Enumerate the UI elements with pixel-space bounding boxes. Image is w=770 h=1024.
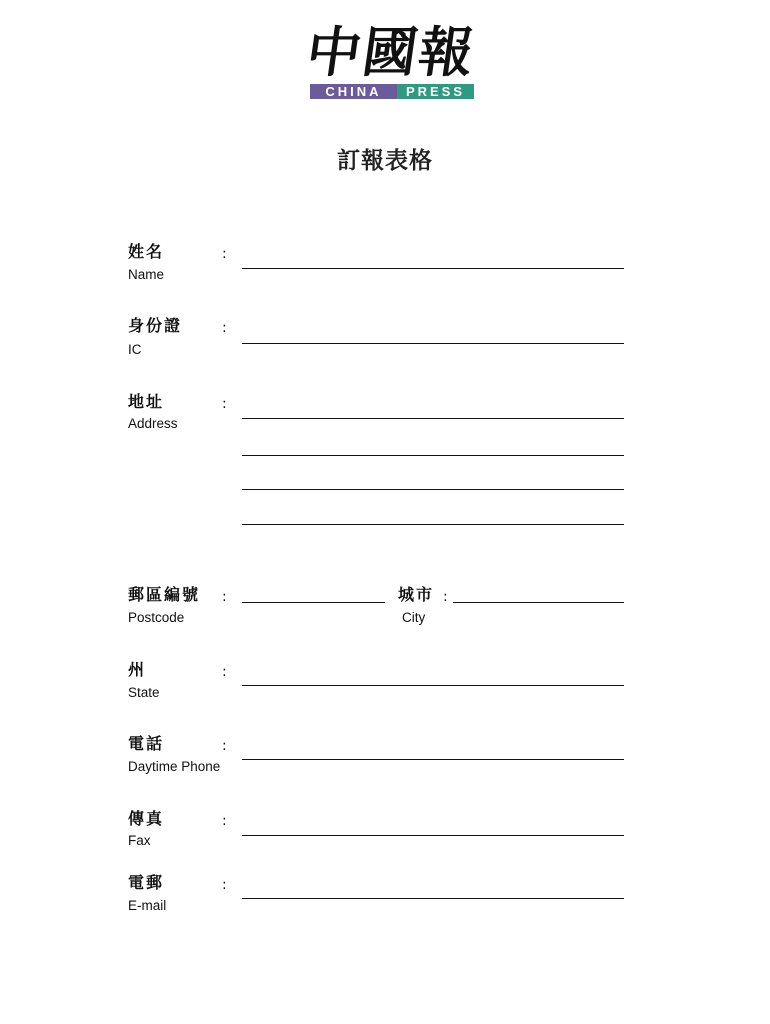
fax-colon: : [222, 813, 227, 829]
fax-label-cn: 傳真 [128, 809, 165, 828]
fax-label-en: Fax [128, 833, 151, 848]
logo-banner [310, 84, 474, 99]
logo-china-text: CHINA [310, 84, 397, 99]
email-label-en: E-mail [128, 898, 167, 913]
city-input-line[interactable] [453, 602, 624, 603]
postcode-label-en: Postcode [128, 610, 185, 625]
form-title: 訂報表格 [337, 148, 433, 174]
state-label-cn: 州 [128, 660, 147, 679]
address-input-line-1[interactable] [242, 418, 624, 419]
logo-press-text: PRESS [397, 84, 474, 99]
postcode-colon: : [222, 589, 227, 605]
phone-colon: : [222, 738, 227, 754]
address-input-line-4[interactable] [242, 524, 624, 525]
ic-colon: : [222, 320, 227, 336]
ic-label-en: IC [128, 342, 142, 357]
email-input-line[interactable] [242, 898, 624, 899]
postcode-label-cn: 郵區編號 [128, 585, 201, 604]
address-label-en: Address [128, 416, 178, 431]
state-input-line[interactable] [242, 685, 624, 686]
name-label-cn: 姓名 [128, 242, 165, 261]
phone-label-cn: 電話 [128, 734, 165, 753]
postcode-input-line[interactable] [242, 602, 385, 603]
address-label-cn: 地址 [128, 392, 165, 411]
email-colon: : [222, 877, 227, 893]
city-colon: : [443, 589, 448, 605]
city-label-en: City [402, 610, 426, 625]
city-label-cn: 城市 [398, 585, 435, 604]
ic-input-line[interactable] [242, 343, 624, 344]
phone-label-en: Daytime Phone [128, 759, 221, 774]
address-input-line-2[interactable] [242, 455, 624, 456]
name-colon: : [222, 246, 227, 262]
state-colon: : [222, 664, 227, 680]
logo-chinese-title: 中國報 [302, 20, 480, 84]
address-input-line-3[interactable] [242, 489, 624, 490]
name-input-line[interactable] [242, 268, 624, 269]
fax-input-line[interactable] [242, 835, 624, 836]
address-colon: : [222, 396, 227, 412]
ic-label-cn: 身份證 [128, 316, 183, 335]
name-label-en: Name [128, 267, 165, 282]
phone-input-line[interactable] [242, 759, 624, 760]
email-label-cn: 電郵 [128, 873, 165, 892]
state-label-en: State [128, 685, 160, 700]
